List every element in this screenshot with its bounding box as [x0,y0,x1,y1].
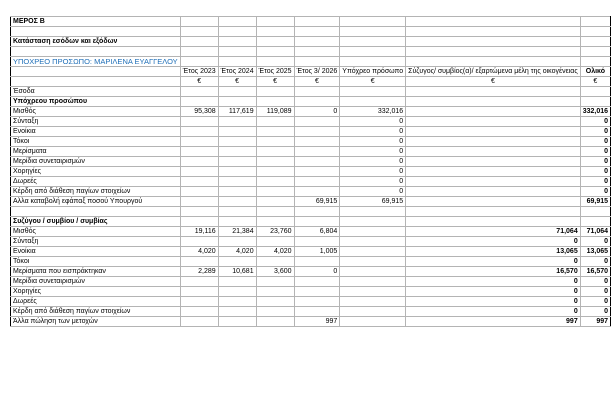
cell-y2026 [294,117,340,127]
table-row [11,297,611,307]
currency-symbol: € [294,77,340,87]
cell-total: 0 [580,147,610,157]
row-label: Κέρδη από διάθεση παγίων στοιχείων [11,187,181,197]
cell-y2024 [218,297,256,307]
cell-spouse [406,117,581,127]
header-obliged-person: Υπόχρεο πρόσωπο [340,67,406,77]
cell-y2026: 0 [294,267,340,277]
cell-y2023 [180,157,218,167]
cell-spouse: 0 [406,297,581,307]
cell-y2026: 0 [294,107,340,117]
table-row [11,147,611,157]
cell-total: 0 [580,167,610,177]
table-row [11,287,611,297]
cell-y2026 [294,137,340,147]
cell-y2023 [180,197,218,207]
cell-obliged [340,237,406,247]
cell-obliged [340,287,406,297]
cell-y2024 [218,277,256,287]
cell-obliged: 0 [340,117,406,127]
cell-obliged: 69,915 [340,197,406,207]
cell-total: 0 [580,277,610,287]
cell-obliged: 0 [340,147,406,157]
cell-y2026 [294,187,340,197]
cell-obliged [340,297,406,307]
cell-y2025 [256,177,294,187]
table-row [11,177,611,187]
table-row [11,277,611,287]
cell-spouse: 0 [406,277,581,287]
table-row [11,267,611,277]
cell-y2025 [256,257,294,267]
cell-y2026 [294,287,340,297]
cell-y2026: 997 [294,317,340,327]
cell-y2023 [180,167,218,177]
row-label: Άλλα πώληση των μετοχών [11,317,181,327]
statement-title: Κατάσταση εσόδων και εξόδων [11,37,181,47]
table-row [11,127,611,137]
cell-total: 0 [580,127,610,137]
cell-total: 0 [580,257,610,267]
cell-y2023: 95,308 [180,107,218,117]
row-label: Ενοίκια [11,247,181,257]
row-label: Τόκοι [11,137,181,147]
header-year-2024: Έτος 2024 [218,67,256,77]
row-label: Μερίσματα [11,147,181,157]
table-row [11,247,611,257]
currency-symbol: € [256,77,294,87]
cell-y2024 [218,127,256,137]
cell-y2023 [180,307,218,317]
currency-symbol: € [180,77,218,87]
cell-y2025 [256,147,294,157]
cell-y2026 [294,127,340,137]
cell-y2023 [180,117,218,127]
row-label: Δωρεές [11,297,181,307]
row-label: Μερίδια συνεταιρισμών [11,277,181,287]
cell-spouse: 71,064 [406,227,581,237]
cell-obliged: 0 [340,137,406,147]
cell-obliged [340,317,406,327]
cell-spouse [406,167,581,177]
row-label: Δωρεές [11,177,181,187]
cell-y2025 [256,297,294,307]
cell-total: 0 [580,237,610,247]
cell-y2026 [294,157,340,167]
cell-total: 0 [580,137,610,147]
cell-y2026 [294,147,340,157]
cell-y2023 [180,137,218,147]
cell-y2026 [294,307,340,317]
cell-y2023 [180,297,218,307]
cell-y2024 [218,187,256,197]
cell-y2026 [294,297,340,307]
table-row [11,227,611,237]
table-row [11,307,611,317]
cell-y2023 [180,277,218,287]
cell-y2024 [218,177,256,187]
header-total: Ολικό [580,67,610,77]
table-row [11,257,611,267]
cell-y2024 [218,137,256,147]
cell-obliged: 0 [340,167,406,177]
cell-spouse: 16,570 [406,267,581,277]
cell-obliged: 332,016 [340,107,406,117]
cell-y2025 [256,277,294,287]
cell-y2025 [256,167,294,177]
cell-spouse [406,177,581,187]
cell-y2023 [180,287,218,297]
cell-y2024 [218,197,256,207]
cell-y2023 [180,187,218,197]
table-row [11,317,611,327]
cell-spouse: 997 [406,317,581,327]
cell-y2023 [180,177,218,187]
cell-y2023 [180,237,218,247]
cell-y2026: 6,804 [294,227,340,237]
cell-y2023 [180,317,218,327]
cell-y2024 [218,147,256,157]
obliged-person-name: ΥΠΟΧΡΕΟ ΠΡΟΣΩΠΟ: ΜΑΡΙΛΕΝΑ ΕΥΑΓΓΕΛΟΥ [11,57,181,67]
cell-y2026 [294,167,340,177]
cell-spouse [406,187,581,197]
table-row [11,197,611,207]
cell-y2025 [256,197,294,207]
row-label: Μισθός [11,227,181,237]
cell-y2025 [256,287,294,297]
row-label: Χορηγίες [11,167,181,177]
table-row [11,167,611,177]
row-label: Μερίσματα που εισπράκτηκαν [11,267,181,277]
cell-y2026 [294,277,340,287]
cell-obliged: 0 [340,127,406,137]
cell-total: 13,065 [580,247,610,257]
cell-y2024 [218,317,256,327]
cell-spouse: 0 [406,237,581,247]
cell-total: 0 [580,157,610,167]
cell-y2023 [180,257,218,267]
cell-total: 69,915 [580,197,610,207]
section-title: ΜΕΡΟΣ Β [11,17,181,27]
cell-y2024: 21,384 [218,227,256,237]
cell-y2026 [294,237,340,247]
table-row [11,237,611,247]
cell-y2024 [218,257,256,267]
table-row [11,107,611,117]
cell-y2026 [294,257,340,267]
cell-y2025: 119,089 [256,107,294,117]
cell-y2024: 117,619 [218,107,256,117]
cell-spouse [406,197,581,207]
row-label: Σύνταξη [11,117,181,127]
cell-spouse: 0 [406,257,581,267]
cell-spouse [406,107,581,117]
cell-total: 0 [580,117,610,127]
cell-y2025 [256,317,294,327]
cell-y2025 [256,237,294,247]
cell-y2025 [256,187,294,197]
spouse-group-label: Συζύγου / συμβίου / συμβίας [11,217,181,227]
table-row [11,187,611,197]
cell-obliged [340,227,406,237]
header-spouse-dependents: Σύζυγος/ συμβίος(α)/ εξαρτώμενα μέλη της οικογένειας [406,67,581,77]
cell-y2024: 4,020 [218,247,256,257]
cell-y2026: 69,915 [294,197,340,207]
cell-y2025: 23,760 [256,227,294,237]
cell-y2023: 2,289 [180,267,218,277]
cell-total: 0 [580,307,610,317]
cell-y2025 [256,157,294,167]
cell-y2023: 19,116 [180,227,218,237]
cell-y2024 [218,157,256,167]
cell-y2026: 1,005 [294,247,340,257]
cell-y2024 [218,307,256,317]
cell-y2024 [218,167,256,177]
cell-spouse [406,137,581,147]
cell-y2025 [256,117,294,127]
cell-spouse: 13,065 [406,247,581,257]
currency-symbol: € [340,77,406,87]
cell-spouse [406,127,581,137]
currency-symbol: € [218,77,256,87]
cell-obliged: 0 [340,187,406,197]
cell-obliged [340,307,406,317]
header-year-2023: Έτος 2023 [180,67,218,77]
cell-y2024 [218,117,256,127]
cell-obliged [340,247,406,257]
row-label: Μερίδια συνεταιρισμών [11,157,181,167]
cell-y2024: 10,681 [218,267,256,277]
currency-symbol: € [406,77,581,87]
cell-y2025 [256,127,294,137]
cell-y2023 [180,127,218,137]
cell-y2025 [256,137,294,147]
cell-y2023: 4,020 [180,247,218,257]
cell-y2026 [294,177,340,187]
row-label: Αλλα καταβολή εφάπαξ ποσού Υπουργού [11,197,181,207]
cell-total: 71,064 [580,227,610,237]
row-label: Χορηγίες [11,287,181,297]
cell-obliged [340,257,406,267]
income-expense-sheet [10,16,611,327]
row-label: Μισθός [11,107,181,117]
row-label: Τόκοι [11,257,181,267]
header-year-2026: Έτος 3/ 2026 [294,67,340,77]
obliged-group-label: Υπόχρεου προσώπου [11,97,181,107]
cell-spouse: 0 [406,307,581,317]
header-year-2025: Έτος 2025 [256,67,294,77]
cell-spouse: 0 [406,287,581,297]
currency-symbol: € [580,77,610,87]
cell-y2025: 3,600 [256,267,294,277]
cell-total: 332,016 [580,107,610,117]
row-label: Κέρδη από διάθεση παγίων στοιχείων [11,307,181,317]
cell-total: 0 [580,297,610,307]
row-label: Ενοίκια [11,127,181,137]
cell-total: 997 [580,317,610,327]
cell-total: 0 [580,177,610,187]
cell-spouse [406,157,581,167]
table-row [11,157,611,167]
table-row [11,137,611,147]
cell-y2023 [180,147,218,157]
cell-total: 0 [580,187,610,197]
cell-y2025: 4,020 [256,247,294,257]
cell-y2024 [218,237,256,247]
cell-spouse [406,147,581,157]
cell-obliged: 0 [340,157,406,167]
cell-obliged [340,277,406,287]
cell-y2025 [256,307,294,317]
cell-obliged [340,267,406,277]
cell-obliged: 0 [340,177,406,187]
cell-total: 16,570 [580,267,610,277]
cell-y2024 [218,287,256,297]
row-label: Σύνταξη [11,237,181,247]
income-label: Έσοδα [11,87,181,97]
cell-total: 0 [580,287,610,297]
table-row [11,117,611,127]
